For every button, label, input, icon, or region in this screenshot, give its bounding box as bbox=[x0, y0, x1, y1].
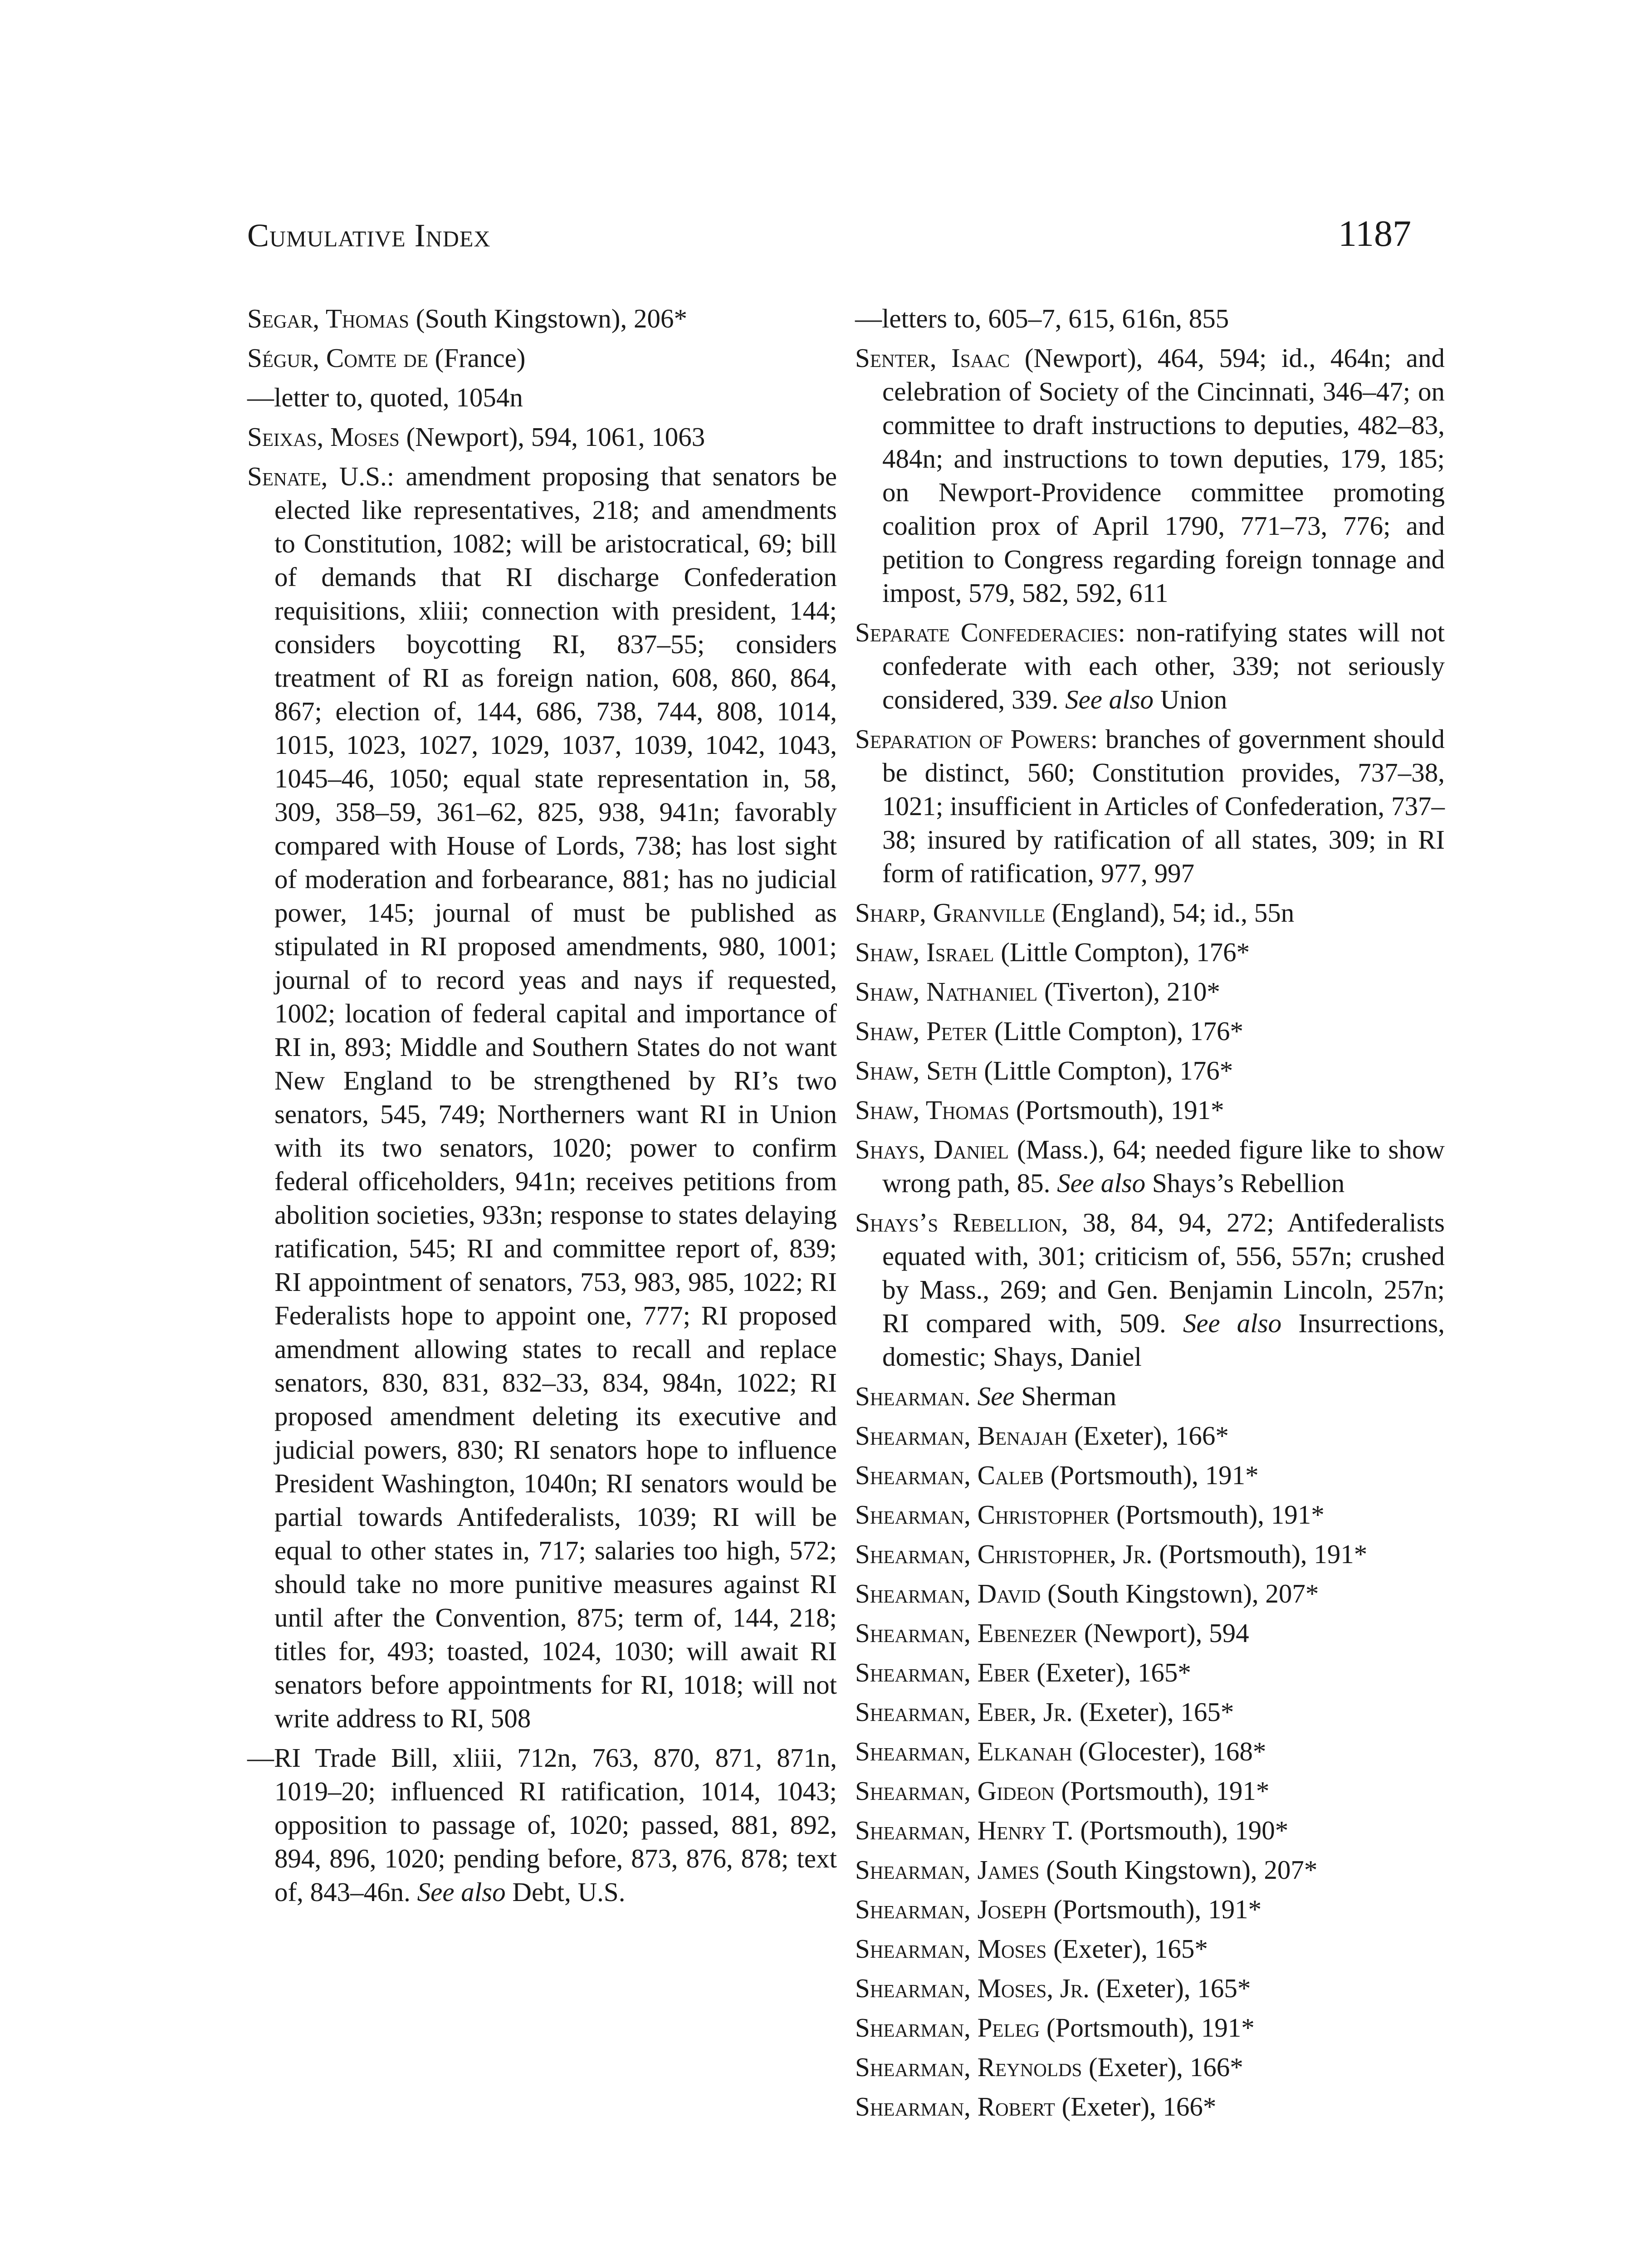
cross-reference-target: Debt, U.S. bbox=[505, 1877, 626, 1907]
cross-reference-target: Union bbox=[1154, 684, 1227, 714]
index-entry bbox=[855, 896, 1445, 929]
entry-text: (South Kingstown), 207* bbox=[1039, 1855, 1318, 1885]
index-entry bbox=[855, 1577, 1445, 1610]
index-entry bbox=[855, 616, 1445, 716]
index-entry bbox=[855, 1695, 1445, 1729]
index-entry bbox=[855, 1206, 1445, 1374]
index-entry bbox=[855, 1054, 1445, 1087]
entry-heading: Shearman, Ebenezer bbox=[855, 1618, 1078, 1648]
index-entry bbox=[855, 1892, 1445, 1926]
entry-text: (Exeter), 165* bbox=[1030, 1657, 1191, 1687]
index-entry bbox=[855, 302, 1445, 335]
entry-text: (Portsmouth), 190* bbox=[1073, 1815, 1289, 1845]
entry-text: (Exeter), 165* bbox=[1089, 1973, 1251, 2003]
entry-heading: Shearman, Joseph bbox=[855, 1894, 1047, 1924]
entry-heading: Shearman, Robert bbox=[855, 2092, 1055, 2121]
entry-text: (Portsmouth), 191* bbox=[1009, 1095, 1224, 1125]
cross-reference-label: See also bbox=[417, 1877, 506, 1907]
entry-heading: Shaw, Thomas bbox=[855, 1095, 1010, 1125]
index-entry bbox=[855, 1853, 1445, 1887]
entry-heading: Shays’s Rebellion bbox=[855, 1207, 1061, 1237]
entry-heading: Senter, Isaac bbox=[855, 343, 1010, 373]
cross-reference-target: Shays’s Rebellion bbox=[1145, 1168, 1345, 1198]
entry-text: (Portsmouth), 191* bbox=[1044, 1460, 1259, 1490]
index-column-right bbox=[855, 302, 1445, 2129]
entry-heading: Separation of Powers bbox=[855, 724, 1090, 754]
entry-text: (Portsmouth), 191* bbox=[1110, 1500, 1325, 1530]
entry-text: (Newport), 594, 1061, 1063 bbox=[399, 422, 705, 452]
entry-heading: Shearman, Caleb bbox=[855, 1460, 1044, 1490]
index-entry bbox=[855, 1419, 1445, 1452]
entry-text: : non-ratifying states will not confederate with each other, 339; not seriously considered, 339. bbox=[882, 617, 1445, 714]
entry-text: (Mass.), 64; needed figure like to show wrong path, 85. bbox=[882, 1134, 1445, 1198]
index-entry bbox=[855, 2090, 1445, 2123]
entry-heading: Shearman, Moses, Jr. bbox=[855, 1973, 1090, 2003]
entry-heading: Shearman, Moses bbox=[855, 1934, 1047, 1964]
entry-dash: — bbox=[855, 303, 882, 333]
entry-heading: Shearman, Henry T. bbox=[855, 1815, 1074, 1845]
index-entry bbox=[855, 1014, 1445, 1048]
cross-reference-label: See also bbox=[1183, 1308, 1282, 1338]
index-entry bbox=[247, 302, 837, 335]
cross-reference-label: See also bbox=[1057, 1168, 1146, 1198]
entry-heading: Shearman, Eber, Jr. bbox=[855, 1697, 1073, 1727]
page-number: 1187 bbox=[1338, 213, 1411, 254]
index-entry bbox=[855, 1537, 1445, 1571]
entry-heading: Shearman, Christopher, Jr. bbox=[855, 1539, 1153, 1569]
entry-heading: Shays, Daniel bbox=[855, 1134, 1009, 1164]
entry-heading: Shearman, Peleg bbox=[855, 2013, 1040, 2043]
index-entry bbox=[247, 459, 837, 1735]
entry-heading: Shearman, Elkanah bbox=[855, 1736, 1072, 1766]
entry-text: (Portsmouth), 191* bbox=[1152, 1539, 1368, 1569]
entry-heading: Seixas, Moses bbox=[247, 422, 400, 452]
index-entry bbox=[855, 1498, 1445, 1531]
entry-text: (Exeter), 165* bbox=[1046, 1934, 1208, 1964]
cross-reference-target: Insurrections, domestic; Shays, Daniel bbox=[882, 1308, 1445, 1372]
entry-text: letter to, quoted, 1054n bbox=[274, 382, 523, 412]
entry-heading: Shearman, Eber bbox=[855, 1657, 1030, 1687]
entry-text: (England), 54; id., 55n bbox=[1045, 898, 1295, 928]
index-entry bbox=[855, 2050, 1445, 2084]
entry-text: letters to, 605–7, 615, 616n, 855 bbox=[882, 303, 1229, 333]
index-entry bbox=[855, 1616, 1445, 1650]
entry-heading: Shaw, Nathaniel bbox=[855, 977, 1038, 1007]
index-entry bbox=[855, 1971, 1445, 2005]
index-entry bbox=[855, 935, 1445, 969]
entry-heading: Sharp, Granville bbox=[855, 898, 1046, 928]
index-entry bbox=[855, 2011, 1445, 2044]
entry-dash: — bbox=[247, 382, 274, 412]
entry-text: (Glocester), 168* bbox=[1072, 1736, 1266, 1766]
index-entry bbox=[855, 1093, 1445, 1127]
index-entry bbox=[247, 381, 837, 414]
entry-text: . bbox=[964, 1381, 978, 1411]
index-entry bbox=[855, 1133, 1445, 1200]
entry-text: , 38, 84, 94, 272; Antifederalists equated with, 301; criticism of, 556, 557n; crushed by Mass., 269; and Gen. Benjamin Lincoln, 257n; RI compared with, 509. bbox=[882, 1207, 1445, 1338]
entry-text: (Newport), 594 bbox=[1077, 1618, 1249, 1648]
cross-reference-label: See also bbox=[1065, 684, 1154, 714]
index-entry bbox=[855, 1735, 1445, 1768]
index-entry bbox=[855, 1774, 1445, 1808]
index-entry bbox=[855, 1379, 1445, 1413]
entry-text: RI Trade Bill, xliii, 712n, 763, 870, 871, 871n, 1019–20; influenced RI ratification, 1014, 1043; opposition to passage of, 1020; passed, 881, 892, 894, 896, 1020; pending before, 873, 876, 878; text of, 843–46n. bbox=[274, 1743, 837, 1907]
index-entry bbox=[247, 341, 837, 375]
running-head: Cumulative Index bbox=[247, 217, 491, 254]
entry-text: (Exeter), 166* bbox=[1067, 1421, 1229, 1451]
index-entry bbox=[855, 341, 1445, 610]
entry-text: (Tiverton), 210* bbox=[1037, 977, 1220, 1007]
entry-heading: Shaw, Israel bbox=[855, 937, 994, 967]
entry-text: (Exeter), 166* bbox=[1082, 2052, 1243, 2082]
entry-heading: Segar, Thomas bbox=[247, 303, 409, 333]
entry-heading: Senate, U.S. bbox=[247, 461, 387, 491]
entry-heading: Shearman bbox=[855, 1381, 964, 1411]
entry-text: (Portsmouth), 191* bbox=[1040, 2013, 1255, 2043]
entry-dash: — bbox=[247, 1743, 274, 1773]
entry-heading: Shearman, Benajah bbox=[855, 1421, 1068, 1451]
entry-heading: Separate Confederacies bbox=[855, 617, 1118, 647]
index-entry bbox=[855, 1656, 1445, 1689]
entry-text: : branches of government should be distinct, 560; Constitution provides, 737–38, 1021; insufficient in Articles of Confederation, 737–38; insured by ratification of all states, 309; in RI form of ratification, 977, 997 bbox=[882, 724, 1445, 888]
entry-heading: Shearman, Christopher bbox=[855, 1500, 1110, 1530]
entry-heading: Shaw, Peter bbox=[855, 1016, 988, 1046]
entry-heading: Shearman, Reynolds bbox=[855, 2052, 1082, 2082]
entry-text: (Little Compton), 176* bbox=[988, 1016, 1243, 1046]
index-entry bbox=[247, 1741, 837, 1909]
entry-text: (Portsmouth), 191* bbox=[1046, 1894, 1262, 1924]
entry-text: (Little Compton), 176* bbox=[977, 1056, 1233, 1085]
index-entry bbox=[855, 975, 1445, 1008]
entry-heading: Shearman, Gideon bbox=[855, 1776, 1055, 1806]
entry-text: (France) bbox=[428, 343, 526, 373]
entry-text: (Newport), 464, 594; id., 464n; and celebration of Society of the Cincinnati, 346–47; on committee to draft instructions to deputies, 482–83, 484n; and instructions to town deputies, 179, 185; on Newport-Providence committee promoting coalition prox of April 1790, 771–73, 776; and petition to Congress regarding foreign tonnage and impost, 579, 582, 592, 611 bbox=[882, 343, 1445, 608]
index-column-left bbox=[247, 302, 837, 1915]
entry-heading: Shearman, James bbox=[855, 1855, 1040, 1885]
entry-heading: Shaw, Seth bbox=[855, 1056, 978, 1085]
entry-heading: Shearman, David bbox=[855, 1579, 1041, 1608]
index-entry bbox=[855, 1813, 1445, 1847]
entry-text: (South Kingstown), 207* bbox=[1041, 1579, 1319, 1608]
entry-heading: Ségur, Comte de bbox=[247, 343, 428, 373]
entry-text: (Exeter), 165* bbox=[1072, 1697, 1234, 1727]
entry-text: (Exeter), 166* bbox=[1055, 2092, 1217, 2121]
index-entry bbox=[855, 722, 1445, 890]
entry-text: : amendment proposing that senators be elected like representatives, 218; and amendments to Constitution, 1082; will be aristocratical, 69; bill of demands that RI discharge Confederation requisitions, xliii; connection with president, 144; considers boycotting RI, 837–55; considers treatment of RI as foreign nation, 608, 860, 864, 867; election of, 144, 686, 738, 744, 808, 1014, 1015, 1023, 1027, 1029, 1037, 1039, 1042, 1043, 1045–46, 1050; equal state representation in, 58, 309, 358–59, 361–62, 825, 938, 941n; favorably compared with House of Lords, 738; has lost sight of moderation and forbearance, 881; has no judicial power, 145; journal of must be published as stipulated in RI proposed amendments, 980, 1001; journal of to record yeas and nays if requested, 1002; location of federal capital and importance of RI in, 893; Middle and Southern States do not want New England to be strengthened by RI’s two senators, 545, 749; Northerners want RI in Union with its two senators, 1020; power to confirm federal officeholders, 941n; receives petitions from abolition societies, 933n; response to states delaying ratification, 545; RI and committee report of, 839; RI appointment of senators, 753, 983, 985, 1022; RI Federalists hope to appoint one, 777; RI proposed amendment allowing states to recall and replace senators, 830, 831, 832–33, 834, 984n, 1022; RI proposed amendment deleting its executive and judicial powers, 830; RI senators hope to influence President Washington, 1040n; RI senators would be partial towards Antifederalists, 1039; RI will be equal to other states in, 717; salaries too high, 572; should take no more punitive measures against RI until after the Convention, 875; term of, 144, 218; titles for, 493; toasted, 1024, 1030; will await RI senators before appointments for RI, 1018; will not write address to RI, 508 bbox=[274, 461, 837, 1733]
entry-text: (Little Compton), 176* bbox=[994, 937, 1250, 967]
index-entry bbox=[855, 1932, 1445, 1965]
entry-text: (South Kingstown), 206* bbox=[409, 303, 687, 333]
index-entry bbox=[855, 1458, 1445, 1492]
cross-reference-label: See bbox=[977, 1381, 1015, 1411]
cross-reference-target: Sherman bbox=[1014, 1381, 1116, 1411]
entry-text: (Portsmouth), 191* bbox=[1054, 1776, 1270, 1806]
index-entry bbox=[247, 420, 837, 454]
